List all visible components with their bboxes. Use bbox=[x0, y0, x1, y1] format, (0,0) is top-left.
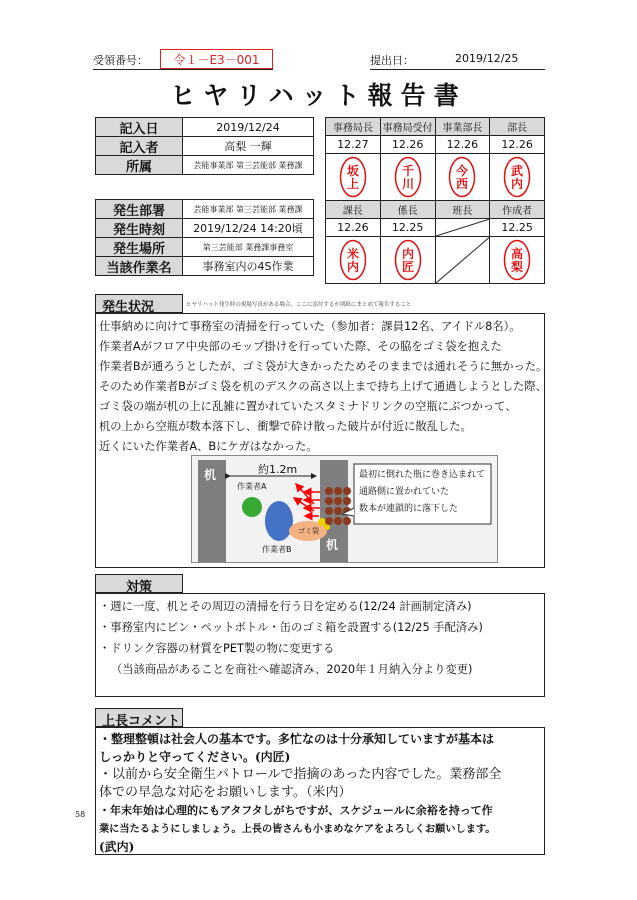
seal-cell bbox=[490, 154, 545, 201]
occurrence-row bbox=[95, 237, 315, 257]
page-number: 58 bbox=[75, 810, 86, 819]
seal-character: 内 bbox=[511, 177, 524, 191]
impact-point bbox=[318, 518, 326, 526]
seal-cell bbox=[326, 154, 381, 201]
info-value: 2019/12/24 bbox=[182, 117, 314, 137]
role-header: 事業部長 bbox=[435, 118, 490, 136]
seal-stamp bbox=[381, 239, 435, 281]
approval-date: 12.26 bbox=[435, 136, 490, 154]
seal-mark bbox=[503, 239, 531, 281]
occurrence-label: 発生時刻 bbox=[95, 218, 183, 238]
situation-label: 発生状況 bbox=[95, 294, 183, 313]
seal-stamp bbox=[436, 156, 490, 198]
page-title: ヒヤリハット報告書 bbox=[170, 81, 467, 110]
approval-table-bottom bbox=[325, 200, 545, 284]
callout-text bbox=[359, 467, 485, 518]
occurrence-row bbox=[95, 256, 315, 276]
seal-character: 上 bbox=[346, 177, 359, 191]
seal-mark bbox=[394, 156, 422, 198]
seal-character: 梨 bbox=[511, 260, 524, 274]
seal-stamp bbox=[381, 156, 435, 198]
approval-date: 12.26 bbox=[380, 136, 435, 154]
comment-line: (武内) bbox=[99, 840, 135, 854]
seal-cell bbox=[435, 154, 490, 201]
seal-character: 米 bbox=[346, 247, 359, 261]
receipt-underline bbox=[93, 69, 273, 70]
seal-stamp bbox=[490, 239, 544, 281]
occurrence-row bbox=[95, 199, 315, 219]
seal-character: 千 bbox=[401, 164, 414, 178]
receipt-label: 受領番号： bbox=[93, 54, 148, 67]
worker-a-label: 作業者A bbox=[237, 482, 267, 491]
role-header: 課長 bbox=[326, 201, 381, 219]
seal-stamp bbox=[326, 239, 380, 281]
role-header: 係長 bbox=[380, 201, 435, 219]
worker-a-circle bbox=[242, 497, 262, 517]
info-label: 記入者 bbox=[95, 136, 183, 156]
occurrence-row bbox=[95, 218, 315, 238]
incident-diagram bbox=[191, 455, 498, 563]
diagonal-slash bbox=[436, 237, 490, 283]
seal-character: 内 bbox=[401, 247, 414, 261]
measure-line: ・週に一度、机とその周辺の清掃を行う日を定める(12/24 計画制定済み) bbox=[99, 600, 472, 613]
situation-line: 仕事納めに向けて事務室の清掃を行っていた（参加者：課員12名、アイドル8名）。 bbox=[99, 320, 521, 333]
seal-mark bbox=[448, 156, 476, 198]
distance-label: 約1.2m bbox=[258, 463, 298, 476]
seal-cell-blank bbox=[435, 237, 490, 284]
approval-date: 12.27 bbox=[326, 136, 381, 154]
occurrence-label: 発生部署 bbox=[95, 199, 183, 219]
situation-line: 近くにいた作業者A、Bにケガはなかった。 bbox=[99, 440, 318, 453]
occurrence-value: 芸能事業部 第三芸能部 業務課 bbox=[182, 199, 314, 219]
falling-arrows bbox=[294, 484, 320, 516]
seal-character: 高 bbox=[511, 247, 524, 261]
occurrence-value: 事務室内の4S作業 bbox=[182, 256, 314, 276]
info-row bbox=[95, 155, 315, 175]
occurrence-label: 発生場所 bbox=[95, 237, 183, 257]
measure-line: （当該商品があることを商社へ確認済み、2020年１月納入分より変更) bbox=[111, 663, 473, 676]
comment-line: ・整理整頓は社会人の基本です。多忙なのは十分承知していますが基本は bbox=[99, 732, 495, 746]
info-label: 記入日 bbox=[95, 117, 183, 137]
seal-character: 匠 bbox=[401, 260, 414, 274]
situation-note: ヒヤリハット発生時の現場写真がある場合、ここに添付するか別紙にまとめて報告すること bbox=[186, 302, 412, 308]
approval-date-blank bbox=[435, 219, 490, 237]
occurrence-label: 当該作業名 bbox=[95, 256, 183, 276]
role-header: 班長 bbox=[435, 201, 490, 219]
seal-character: 武 bbox=[511, 164, 524, 178]
comment-line: 体での早急な対応をお願いします。（米内） bbox=[99, 785, 352, 800]
diagonal-slash bbox=[436, 219, 490, 236]
seal-mark bbox=[339, 156, 367, 198]
measures-box bbox=[95, 593, 545, 697]
situation-line: 作業者Aがフロア中央部のモップ掛けを行っていた際、その脇をゴミ袋を抱えた bbox=[99, 340, 502, 353]
desk-left-label: 机 bbox=[204, 468, 217, 482]
measure-line: ・ドリンク容器の材質をPET製の物に変更する bbox=[99, 642, 335, 655]
approval-table-top bbox=[325, 117, 545, 201]
comment-line: しっかりと守ってください。(内匠) bbox=[99, 750, 291, 764]
seal-character: 坂 bbox=[346, 164, 359, 178]
approval-date: 12.25 bbox=[380, 219, 435, 237]
submit-label: 提出日： bbox=[370, 54, 414, 67]
situation-line: 机の上から空瓶が数本落下し、衝撃で砕け散った破片が付近に散乱した。 bbox=[99, 420, 472, 433]
worker-b-ellipse bbox=[265, 501, 293, 541]
measures-label: 対策 bbox=[95, 574, 183, 593]
info-block bbox=[95, 117, 315, 175]
role-header: 作成者 bbox=[490, 201, 545, 219]
situation-line: 作業者Bが通ろうとしたが、ゴミ袋が大きかったためそのままでは通れそうに無かった。 bbox=[99, 360, 548, 373]
occurrence-value: 2019/12/24 14:20頃 bbox=[182, 218, 314, 238]
seal-character: 西 bbox=[456, 177, 469, 191]
submit-date: 2019/12/25 bbox=[455, 52, 519, 65]
seal-mark bbox=[339, 239, 367, 281]
desk-right-label: 机 bbox=[326, 538, 339, 552]
seal-character: 内 bbox=[346, 260, 359, 274]
info-value: 芸能事業部 第三芸能部 業務課 bbox=[182, 155, 314, 175]
approval-date: 12.26 bbox=[490, 136, 545, 154]
callout-line: 通路側に置かれていた bbox=[359, 487, 450, 497]
seal-character: 川 bbox=[401, 177, 414, 191]
approval-date: 12.26 bbox=[326, 219, 381, 237]
seal-cell bbox=[380, 154, 435, 201]
comments-box bbox=[95, 727, 545, 855]
info-label: 所属 bbox=[95, 155, 183, 175]
seal-character: 今 bbox=[456, 164, 469, 178]
seal-cell bbox=[490, 237, 545, 284]
seal-stamp bbox=[326, 156, 380, 198]
info-value: 高梨 一輝 bbox=[182, 136, 314, 156]
role-header: 部長 bbox=[490, 118, 545, 136]
situation-line: そのため作業者Bがゴミ袋を机のデスクの高さ以上まで持ち上げて通過しようとした際、 bbox=[99, 380, 547, 393]
situation-line: ゴミ袋の端が机の上に乱雑に置かれていたスタミナドリンクの空瓶にぶつかって、 bbox=[99, 400, 517, 413]
measure-line: ・事務室内にビン・ペットボトル・缶のゴミ箱を設置する(12/25 手配済み) bbox=[99, 621, 483, 634]
seal-stamp bbox=[490, 156, 544, 198]
callout-line: 最初に倒れた瓶に巻き込まれて bbox=[359, 470, 486, 480]
seal-mark bbox=[503, 156, 531, 198]
occurrence-value: 第三芸能部 業務課事務室 bbox=[182, 237, 314, 257]
trash-bag-label: ゴミ袋 bbox=[298, 527, 319, 535]
info-row bbox=[95, 117, 315, 137]
seal-cell bbox=[326, 237, 381, 284]
approval-date: 12.25 bbox=[490, 219, 545, 237]
comment-line: ・以前から安全衛生パトロールで指摘のあった内容でした。業務部全 bbox=[99, 767, 502, 782]
seal-mark bbox=[394, 239, 422, 281]
seal-cell bbox=[380, 237, 435, 284]
receipt-number: 令１－E3－001 bbox=[160, 49, 273, 69]
comments-label: 上長コメント bbox=[95, 708, 183, 727]
occurrence-block bbox=[95, 199, 315, 276]
role-header: 事務局受付 bbox=[380, 118, 435, 136]
callout-line: 数本が連鎖的に落下した bbox=[359, 504, 459, 514]
comment-line: ・年末年始は心理的にもアタフタしがちですが、スケジュールに余裕を持って作 bbox=[99, 804, 493, 817]
worker-b-label: 作業者B bbox=[262, 545, 292, 554]
role-header: 事務局長 bbox=[326, 118, 381, 136]
info-row bbox=[95, 136, 315, 156]
comment-line: 業に当たるようにしましょう。上長の皆さんも小まめなケアをよろしくお願いします。 bbox=[99, 823, 496, 835]
submit-underline bbox=[370, 69, 545, 70]
